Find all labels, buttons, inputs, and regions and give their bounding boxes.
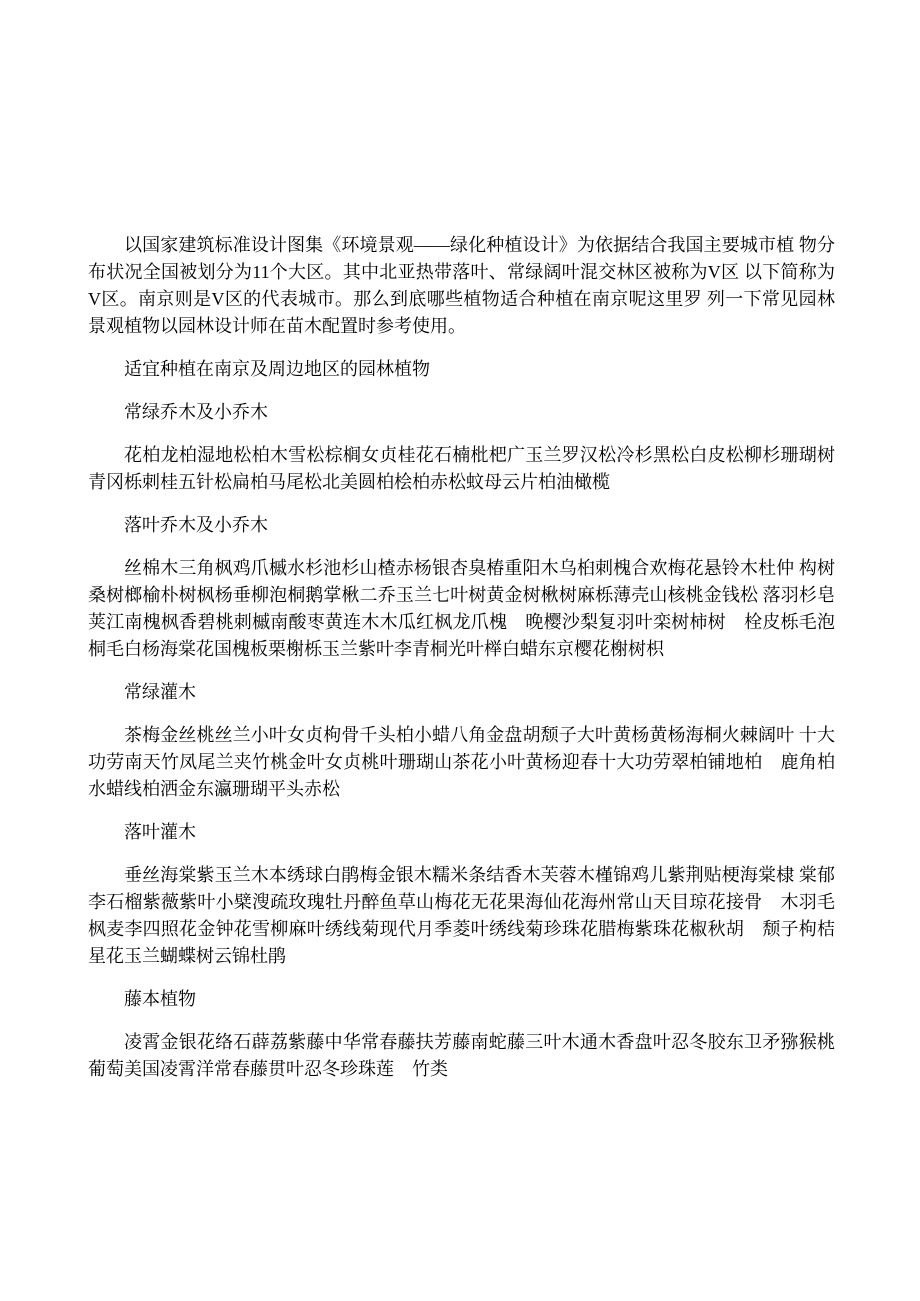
plant-list-deciduous-trees: 丝棉木三角枫鸡爪槭水杉池杉山楂赤杨银杏臭椿重阳木乌桕刺槐合欢梅花悬铃木杜仲 构树桑树榔榆朴树枫杨垂柳泡桐鹅掌楸二乔玉兰七叶树黄金树楸树麻栎薄壳山核桃金钱松 落羽杉皂荚江南槐枫香碧桃刺槭南酸枣黄连木木瓜红枫龙爪槐 晚樱沙梨复羽叶栾树柿树 栓皮栎毛泡桐毛白杨海棠花国槐板栗榭栎玉兰紫叶李青桐光叶榉白蜡东京樱花榭树枳 [88, 558, 835, 659]
section-title-deciduous-shrubs: 落叶灌木 [124, 822, 196, 842]
section-title-evergreen-trees: 常绿乔木及小乔木 [124, 402, 268, 422]
section-title-evergreen-shrubs: 常绿灌木 [124, 682, 196, 702]
section-title-deciduous-trees: 落叶乔木及小乔木 [124, 515, 268, 535]
plant-list-vines: 凌霄金银花络石薜荔紫藤中华常春藤扶芳藤南蛇藤三叶木通木香盘叶忍冬胶东卫矛猕猴桃葡萄美国凌霄洋常春藤贯叶忍冬珍珠莲 竹类 [88, 1032, 835, 1079]
plant-list-evergreen-trees: 花柏龙柏湿地松柏木雪松棕榈女贞桂花石楠枇杷广玉兰罗汉松冷杉黑松白皮松柳杉珊瑚树青冈栎刺桂五针松扁柏马尾松北美圆柏桧柏赤松蚊母云片柏油橄榄 [88, 445, 835, 492]
intro-paragraph: 以国家建筑标准设计图集《环境景观——绿化种植设计》为依据结合我国主要城市植 物分布状况全国被划分为11个大区。其中北亚热带落叶、常绿阔叶混交林区被称为V区 以下简称为V区。南京则是V区的代表城市。那么到底哪些植物适合种植在南京呢这里罗 列一下常见园林景观植物以园林设计师在苗木配置时参考使用。 [88, 235, 835, 336]
main-heading: 适宜种植在南京及周边地区的园林植物 [124, 359, 430, 379]
plant-list-evergreen-shrubs: 茶梅金丝桃丝兰小叶女贞枸骨千头柏小蜡八角金盘胡颓子大叶黄杨黄杨海桐火棘阔叶 十大功劳南天竹凤尾兰夹竹桃金叶女贞桃叶珊瑚山茶花小叶黄杨迎春十大功劳翠柏铺地柏 鹿角柏水蜡线柏洒金东瀛珊瑚平头赤松 [88, 725, 835, 799]
section-title-vines: 藤本植物 [124, 989, 196, 1009]
plant-list-deciduous-shrubs: 垂丝海棠紫玉兰木本绣球白鹃梅金银木糯米条结香木芙蓉木槿锦鸡儿紫荆贴梗海棠棣 棠郁李石榴紫薇紫叶小檗溲疏玫瑰牡丹醉鱼草山梅花无花果海仙花海州常山天目琼花接骨 木羽毛枫麦李四照花金钟花雪柳麻叶绣线菊现代月季菱叶绣线菊珍珠花腊梅紫珠花椒秋胡 颓子枸桔星花玉兰蝴蝶树云锦杜鹃 [88, 865, 835, 966]
